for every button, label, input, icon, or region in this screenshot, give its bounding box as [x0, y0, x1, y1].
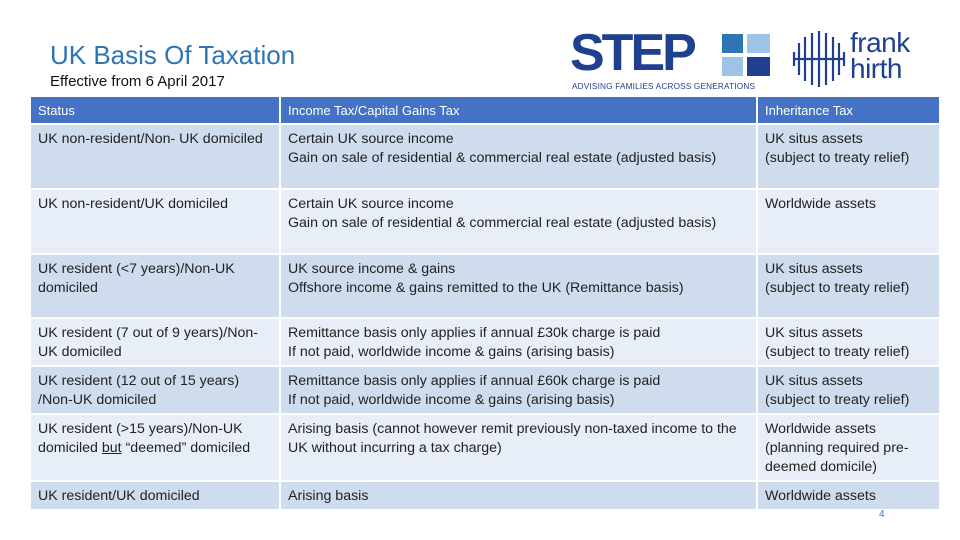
- tax-basis-table: [31, 97, 941, 511]
- page-subtitle: Effective from 6 April 2017: [50, 73, 225, 90]
- table-row: [31, 367, 941, 415]
- income-tax-cell: [281, 319, 758, 367]
- globe-lines-icon: [792, 30, 846, 88]
- frank-hirth-line2: hirth: [850, 53, 902, 84]
- table-header-row: [31, 97, 941, 125]
- income-tax-line: If not paid, worldwide income & gains (arising basis): [288, 344, 615, 360]
- inheritance-tax-cell: [758, 255, 941, 319]
- inheritance-tax-line: UK situs assets: [765, 373, 863, 389]
- status-cell: UK non-resident/UK domiciled: [31, 190, 281, 255]
- col-header-inheritance-tax: Inheritance Tax: [758, 97, 941, 125]
- inheritance-tax-cell: [758, 482, 941, 511]
- inheritance-tax-line: (subject to treaty relief): [765, 344, 910, 360]
- inheritance-tax-line: UK situs assets: [765, 131, 863, 147]
- table-row: [31, 319, 941, 367]
- income-tax-line: Arising basis (cannot however remit previously non-taxed income to the UK without incurring a tax charge): [288, 421, 737, 456]
- income-tax-line: Certain UK source income: [288, 196, 454, 212]
- inheritance-tax-line: (subject to treaty relief): [765, 392, 910, 408]
- status-text-end: “deemed” domiciled: [125, 440, 251, 456]
- inheritance-tax-line: (subject to treaty relief): [765, 280, 910, 296]
- step-logo: [570, 26, 774, 96]
- inheritance-tax-line: Worldwide assets: [765, 421, 876, 437]
- inheritance-tax-line: (planning required pre-deemed domicile): [765, 440, 909, 475]
- inheritance-tax-line: UK situs assets: [765, 325, 863, 341]
- inheritance-tax-cell: [758, 367, 941, 415]
- income-tax-line: Certain UK source income: [288, 131, 454, 147]
- inheritance-tax-cell: [758, 190, 941, 255]
- income-tax-cell: [281, 125, 758, 190]
- step-cross-icon: [722, 34, 770, 76]
- inheritance-tax-line: Worldwide assets: [765, 488, 876, 504]
- col-header-status: Status: [31, 97, 281, 125]
- status-text-start: UK resident (>15 years)/Non-UK domiciled: [38, 421, 243, 456]
- inheritance-tax-cell: [758, 415, 941, 482]
- income-tax-line: UK source income & gains: [288, 261, 456, 277]
- status-cell: UK resident/UK domiciled: [31, 482, 281, 511]
- income-tax-cell: [281, 255, 758, 319]
- status-cell: UK resident (<7 years)/Non-UK domiciled: [31, 255, 281, 319]
- income-tax-cell: [281, 190, 758, 255]
- frank-hirth-line1: frank: [850, 27, 910, 58]
- income-tax-line: Remittance basis only applies if annual £60k charge is paid: [288, 373, 661, 389]
- step-logo-tagline: ADVISING FAMILIES ACROSS GENERATIONS: [572, 82, 756, 91]
- page-number: 4: [879, 509, 885, 520]
- inheritance-tax-cell: [758, 319, 941, 367]
- step-logo-wordmark: STEP: [570, 24, 694, 82]
- status-cell: UK non-resident/Non- UK domiciled: [31, 125, 281, 190]
- table-row: [31, 190, 941, 255]
- frank-hirth-logo: [792, 28, 922, 92]
- status-underlined-word: but: [101, 440, 122, 456]
- col-header-income-tax: Income Tax/Capital Gains Tax: [281, 97, 758, 125]
- page-title: UK Basis Of Taxation: [50, 40, 296, 70]
- inheritance-tax-cell: [758, 125, 941, 190]
- income-tax-cell: [281, 415, 758, 482]
- income-tax-cell: [281, 482, 758, 511]
- income-tax-line: Gain on sale of residential & commercial real estate (adjusted basis): [288, 215, 717, 231]
- income-tax-line: If not paid, worldwide income & gains (arising basis): [288, 392, 615, 408]
- table-row: [31, 482, 941, 511]
- income-tax-line: Remittance basis only applies if annual £30k charge is paid: [288, 325, 661, 341]
- income-tax-cell: [281, 367, 758, 415]
- table-row: [31, 125, 941, 190]
- inheritance-tax-line: (subject to treaty relief): [765, 150, 910, 166]
- income-tax-line: Arising basis: [288, 488, 369, 504]
- table-row: [31, 255, 941, 319]
- income-tax-line: Gain on sale of residential & commercial real estate (adjusted basis): [288, 150, 717, 166]
- frank-hirth-wordmark: [850, 27, 910, 84]
- inheritance-tax-line: Worldwide assets: [765, 196, 876, 212]
- status-cell: [31, 415, 281, 482]
- income-tax-line: Offshore income & gains remitted to the UK (Remittance basis): [288, 280, 684, 296]
- status-cell: UK resident (12 out of 15 years) /Non-UK domiciled: [31, 367, 281, 415]
- status-cell: UK resident (7 out of 9 years)/Non-UK domiciled: [31, 319, 281, 367]
- inheritance-tax-line: UK situs assets: [765, 261, 863, 277]
- table-row: [31, 415, 941, 482]
